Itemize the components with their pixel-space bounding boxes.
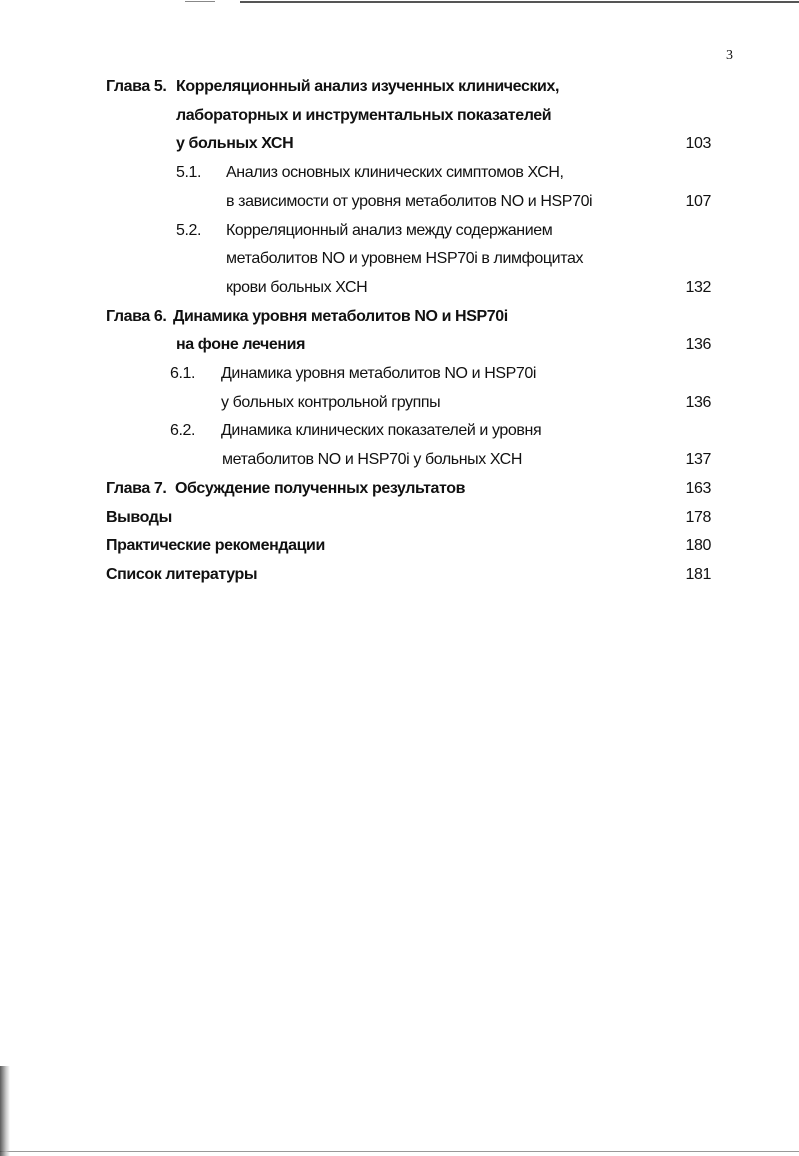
toc-entry [0,248,799,270]
toc-entry-number: 5.2. [176,221,202,239]
toc-entry-title: Анализ основных клинических симптомов ХСН, [226,164,564,182]
toc-entry [0,449,799,471]
toc-entry-page: 137 [685,451,711,469]
scan-edge-line [0,1151,799,1152]
page-number: 3 [726,48,733,63]
toc-entry-title: Корреляционный анализ изученных клинических, [176,78,560,95]
toc-entry-number: 5.1. [176,164,202,182]
toc-entry-title: метаболитов NO и уровнем HSP70i в лимфоцитах [226,250,584,268]
toc-entry [0,334,799,356]
scan-edge-line [185,1,215,2]
toc-entry [0,478,799,500]
toc-entry [0,507,799,529]
toc-entry-title: Динамика клинических показателей и уровня [221,422,542,440]
toc-entry-title: у больных ХСН [176,135,294,153]
toc-entry-title: Практические рекомендации [106,537,325,555]
toc-entry-page: 163 [685,479,711,497]
toc-entry-page: 132 [685,278,711,296]
toc-entry [0,220,799,242]
toc-entry-page: 103 [685,135,711,153]
toc-entry-number: Глава 7. [106,479,167,497]
toc-entry-title: Список литературы [106,565,258,583]
scan-artifact [0,1066,10,1156]
toc-entry [0,277,799,299]
toc-entry-title: на фоне лечения [176,336,306,354]
toc-entry-title: Динамика уровня метаболитов NO и HSP70i [221,365,537,382]
toc-entry-number: 6.2. [170,422,196,440]
toc-entry-title: у больных контрольной группы [221,393,441,411]
toc-entry [0,162,799,184]
toc-entry-page: 178 [685,508,711,526]
toc-entry [0,535,799,557]
toc-entry [0,363,799,385]
toc-entry [0,564,799,586]
toc-entry-page: 136 [685,393,711,411]
toc-entry [0,420,799,442]
toc-entry [0,191,799,213]
toc-entry [0,306,799,328]
toc-entry-title: Корреляционный анализ между содержанием [226,221,553,239]
toc-entry-title: Обсуждение полученных результатов [175,479,466,497]
toc-entry-title: метаболитов NO и HSP70i у больных ХСН [222,451,522,469]
scan-edge-line [240,1,799,3]
toc-entry [0,105,799,127]
toc-entry-title: лабораторных и инструментальных показателей [176,106,552,124]
toc-entry [0,133,799,155]
toc-entry [0,392,799,414]
toc-entry-page: 181 [685,565,711,583]
toc-entry-title: в зависимости от уровня метаболитов NO и HSP70i [226,192,593,210]
toc-entry-page: 107 [685,192,711,210]
toc-entry-page: 180 [685,537,711,555]
toc-entry-number: Глава 5. [106,78,167,95]
toc-entry-title: Выводы [106,508,172,526]
toc-entry-title: Динамика уровня метаболитов NO и HSP70i [173,307,508,325]
toc-entry [0,76,799,98]
toc-entry-number: 6.1. [170,365,196,382]
toc-entry-page: 136 [685,336,711,354]
toc-entry-title: крови больных ХСН [226,278,368,296]
toc-entry-number: Глава 6. [106,307,167,325]
